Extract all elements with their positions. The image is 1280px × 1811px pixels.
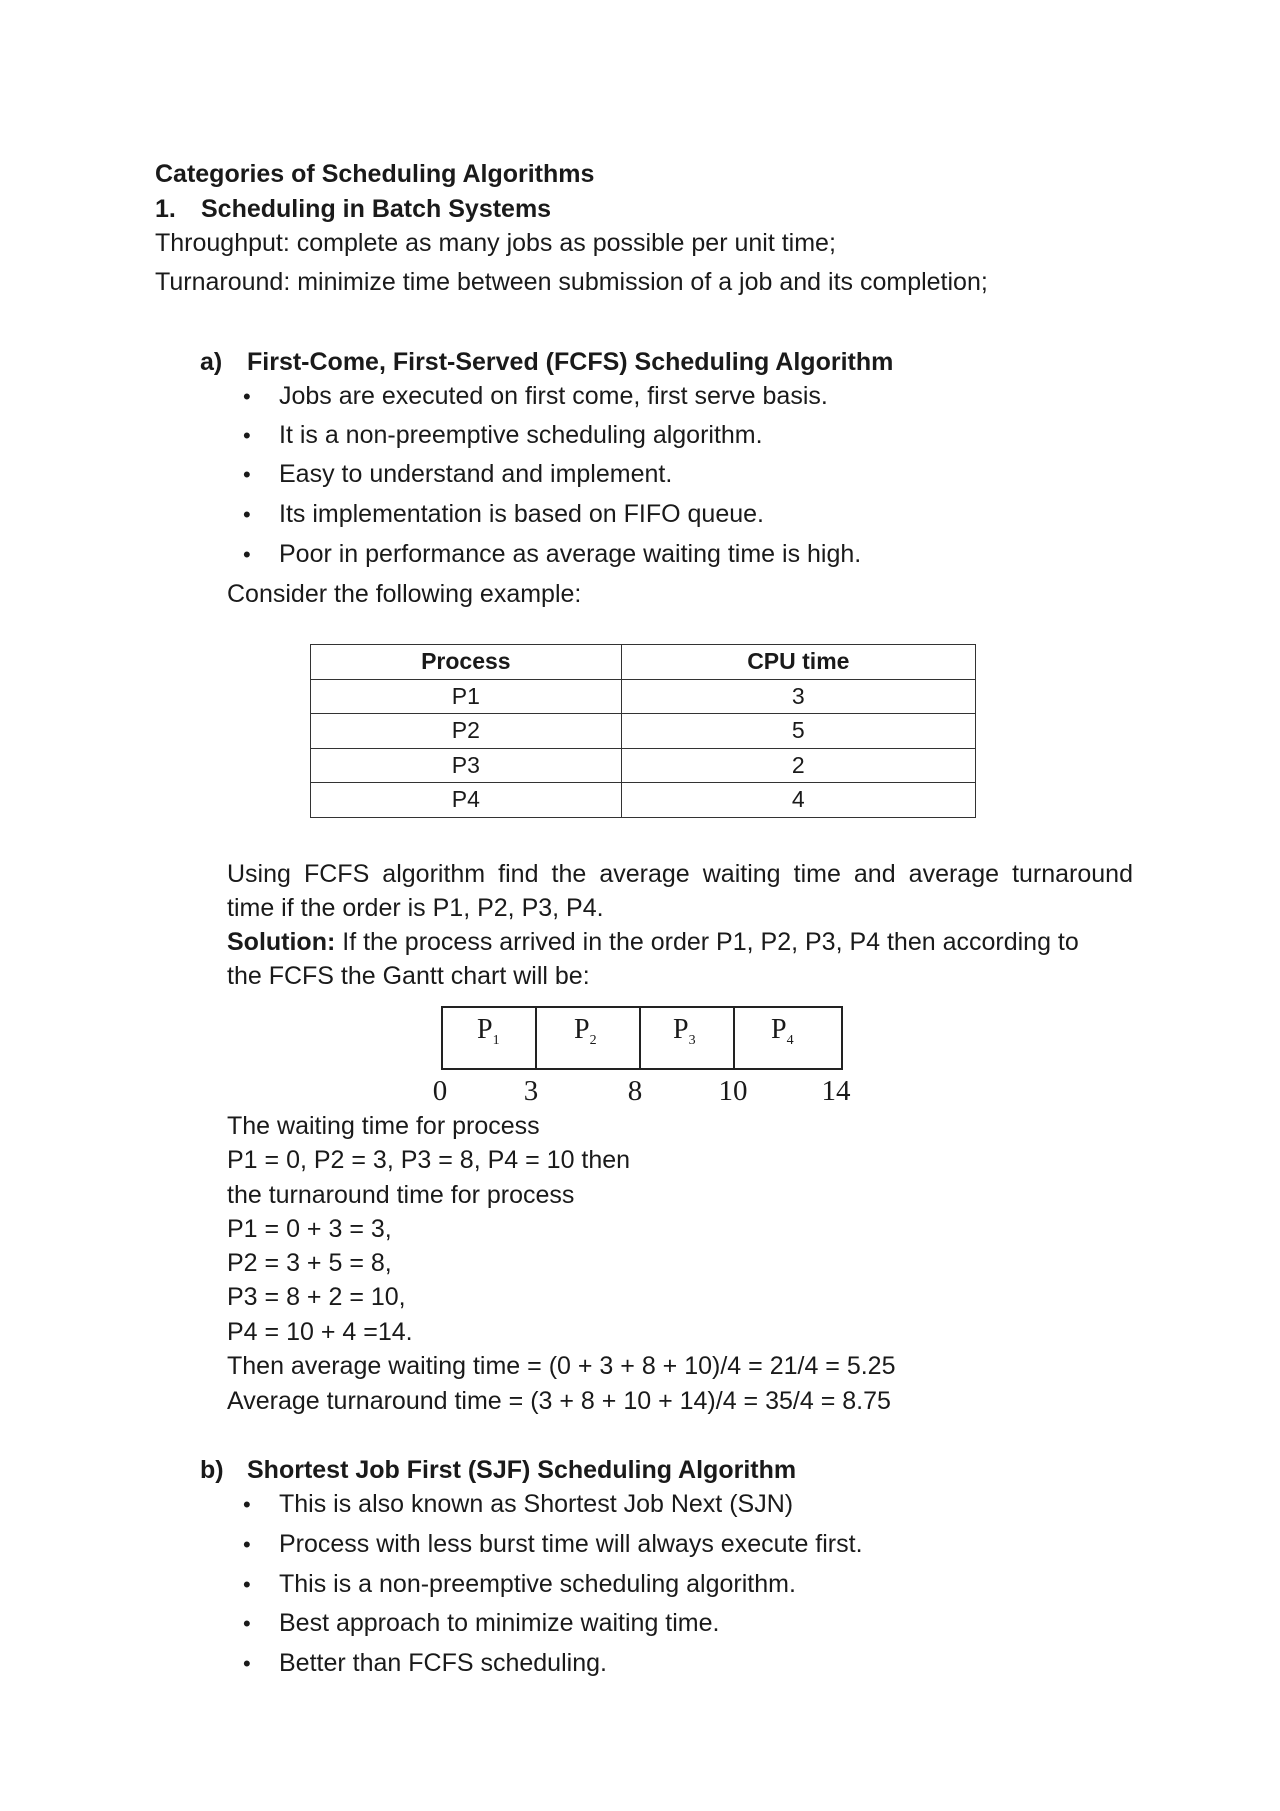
table-cell: 3 bbox=[621, 679, 975, 714]
calc-line: P2 = 3 + 5 = 8, bbox=[227, 1249, 392, 1277]
gantt-tick: 0 bbox=[432, 1075, 448, 1107]
sjf-heading: Shortest Job First (SJF) Scheduling Algorithm bbox=[247, 1456, 797, 1484]
gantt-tick: 8 bbox=[627, 1075, 643, 1107]
column-header: Process bbox=[311, 645, 622, 680]
calc-line: P1 = 0 + 3 = 3, bbox=[227, 1215, 392, 1243]
gantt-block bbox=[443, 1008, 537, 1068]
turnaround-text: Turnaround: minimize time between submission of a job and its completion; bbox=[155, 268, 988, 296]
gantt-label: $P_1$ bbox=[477, 1014, 500, 1048]
fcfs-bullet: Easy to understand and implement. bbox=[279, 460, 673, 488]
gantt-tick: 3 bbox=[523, 1075, 539, 1107]
solution-text: If the process arrived in the order P1, P2, P3, P4 then according to bbox=[335, 928, 1079, 956]
avg-waiting-line: Then average waiting time = (0 + 3 + 8 + 10)/4 = 21/4 = 5.25 bbox=[227, 1352, 896, 1380]
page-title: Categories of Scheduling Algorithms bbox=[155, 160, 595, 188]
gantt-label: $P_3$ bbox=[673, 1014, 696, 1048]
bullet-dot: • bbox=[243, 1651, 251, 1676]
fcfs-bullet: It is a non-preemptive scheduling algorithm. bbox=[279, 421, 763, 449]
sjf-bullet: Better than FCFS scheduling. bbox=[279, 1649, 607, 1677]
avg-turnaround-line: Average turnaround time = (3 + 8 + 10 + 14)/4 = 35/4 = 8.75 bbox=[227, 1387, 891, 1415]
gantt-label: $P_4$ bbox=[771, 1014, 794, 1048]
solution-label: Solution: bbox=[227, 928, 336, 956]
fcfs-bullet: Poor in performance as average waiting time is high. bbox=[279, 540, 862, 568]
throughput-text: Throughput: complete as many jobs as possible per unit time; bbox=[155, 229, 836, 257]
bullet-dot: • bbox=[243, 542, 251, 567]
fcfs-heading: First-Come, First-Served (FCFS) Scheduling Algorithm bbox=[247, 348, 894, 376]
table-cell: P1 bbox=[311, 679, 622, 714]
bullet-dot: • bbox=[243, 462, 251, 487]
table-cell: P4 bbox=[311, 783, 622, 818]
table-cell: 4 bbox=[621, 783, 975, 818]
table-cell: 2 bbox=[621, 748, 975, 783]
gantt-block bbox=[537, 1008, 641, 1068]
sjf-bullet: Process with less burst time will always execute first. bbox=[279, 1530, 863, 1558]
question-line: Using FCFS algorithm find the average waiting time and average turnaround bbox=[227, 860, 1133, 888]
column-header: CPU time bbox=[621, 645, 975, 680]
gantt-label: $P_2$ bbox=[574, 1014, 597, 1048]
solution-line: the FCFS the Gantt chart will be: bbox=[227, 962, 590, 990]
calc-line: P1 = 0, P2 = 3, P3 = 8, P4 = 10 then bbox=[227, 1146, 631, 1174]
sjf-bullet: This is a non-preemptive scheduling algorithm. bbox=[279, 1570, 796, 1598]
consider-text: Consider the following example: bbox=[227, 580, 582, 608]
fcfs-marker: a) bbox=[200, 348, 223, 376]
bullet-dot: • bbox=[243, 1492, 251, 1517]
bullet-dot: • bbox=[243, 384, 251, 409]
fcfs-bullet: Jobs are executed on first come, first serve basis. bbox=[279, 382, 828, 410]
calc-line: P4 = 10 + 4 =14. bbox=[227, 1318, 413, 1346]
sjf-bullet: Best approach to minimize waiting time. bbox=[279, 1609, 720, 1637]
gantt-tick: 14 bbox=[821, 1075, 851, 1107]
section-title: Scheduling in Batch Systems bbox=[201, 195, 552, 223]
sjf-bullet: This is also known as Shortest Job Next (SJN) bbox=[279, 1490, 794, 1518]
table-row bbox=[311, 714, 976, 749]
calc-line: The waiting time for process bbox=[227, 1112, 540, 1140]
bullet-dot: • bbox=[243, 502, 251, 527]
gantt-block bbox=[641, 1008, 735, 1068]
bullet-dot: • bbox=[243, 1572, 251, 1597]
question-line: time if the order is P1, P2, P3, P4. bbox=[227, 894, 604, 922]
gantt-chart bbox=[441, 1006, 843, 1070]
sjf-marker: b) bbox=[200, 1456, 224, 1484]
calc-line: the turnaround time for process bbox=[227, 1181, 575, 1209]
section-number: 1. bbox=[155, 195, 176, 223]
table-row bbox=[311, 748, 976, 783]
table-cell: 5 bbox=[621, 714, 975, 749]
table-header-row bbox=[311, 645, 976, 680]
process-table bbox=[310, 644, 976, 818]
bullet-dot: • bbox=[243, 423, 251, 448]
calc-line: P3 = 8 + 2 = 10, bbox=[227, 1283, 406, 1311]
table-cell: P2 bbox=[311, 714, 622, 749]
bullet-dot: • bbox=[243, 1611, 251, 1636]
table-cell: P3 bbox=[311, 748, 622, 783]
table-row bbox=[311, 783, 976, 818]
gantt-block bbox=[735, 1008, 841, 1068]
fcfs-bullet: Its implementation is based on FIFO queue. bbox=[279, 500, 764, 528]
solution-line bbox=[227, 930, 1133, 955]
bullet-dot: • bbox=[243, 1532, 251, 1557]
table-row bbox=[311, 679, 976, 714]
gantt-tick: 10 bbox=[718, 1075, 748, 1107]
